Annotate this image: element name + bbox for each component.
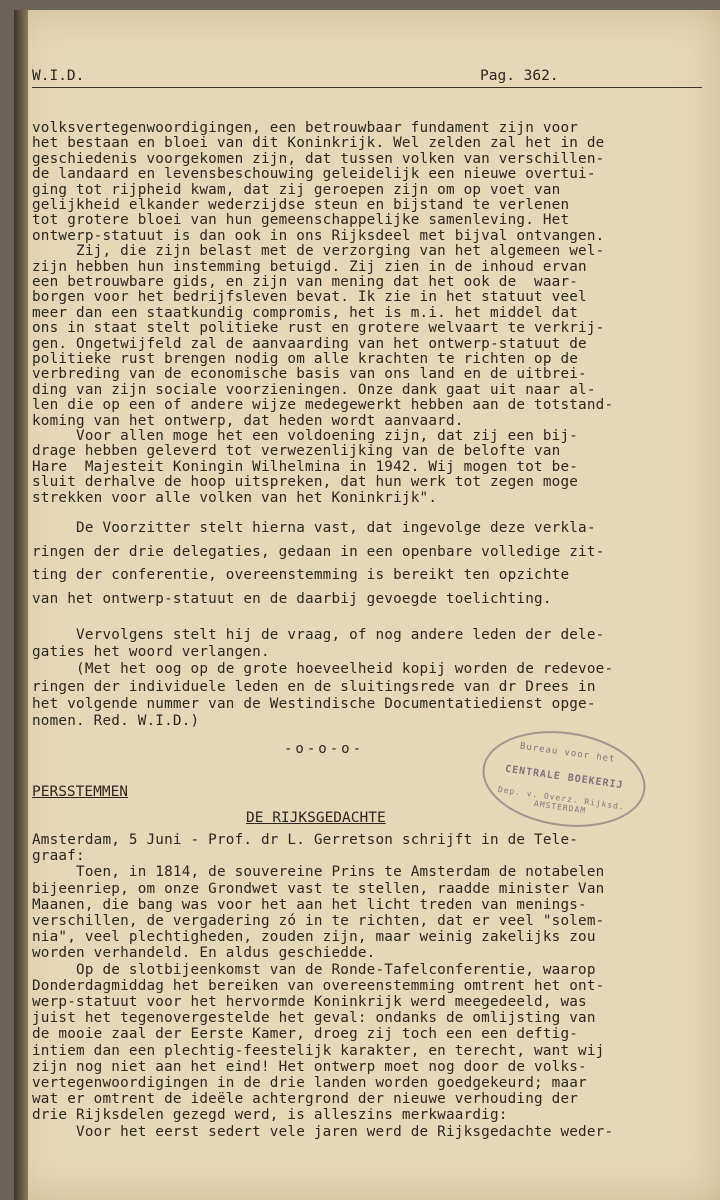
- text-line: ting der conferentie, overeenstemming is bereikt ten opzichte: [32, 567, 570, 583]
- text-line: werp-statuut voor het hervormde Koninkrijk werd meegedeeld, was: [32, 994, 587, 1010]
- publication-code: W.I.D.: [32, 68, 85, 84]
- text-line: Op de slotbijeenkomst van de Ronde-Tafelconferentie, waarop: [32, 961, 596, 978]
- text-line: gen. Ongetwijfeld zal de aanvaarding van het ontwerp-statuut de: [32, 335, 587, 352]
- text-line: tot grotere bloei van hun gemeenschappelijke samenleving. Het: [32, 212, 570, 229]
- text-line: intiem dan een plechtig-feestelijk karakter, en terecht, want wij: [32, 1042, 605, 1059]
- page-edge-shadow: [14, 10, 28, 1200]
- text-line: de mooie zaal der Eerste Kamer, droeg zij toch een een deftig-: [32, 1026, 579, 1043]
- text-line: bijeenriep, om onze Grondwet vast te stellen, raadde minister Van: [32, 880, 605, 897]
- text-line: verschillen, de vergadering zó in te richten, dat er veel "solem-: [32, 913, 605, 929]
- page-number: Pag. 362.: [480, 68, 559, 84]
- stamp-line-1: Bureau voor het: [519, 741, 616, 765]
- text-line: Vervolgens stelt hij de vraag, of nog andere leden der dele-: [32, 627, 605, 643]
- text-line: nomen. Red. W.I.D.): [32, 713, 200, 729]
- document-page: [14, 10, 720, 1200]
- text-line: vertegenwoordigingen in de drie landen worden goedgekeurd; maar: [32, 1075, 587, 1091]
- text-line: drage hebben geleverd tot verwezenlijking van de belofte van: [32, 443, 561, 460]
- text-line: Donderdagmiddag het bereiken van overeenstemming omtrent het ont-: [32, 977, 605, 994]
- text-line: de landaard en levensbeschouwing geleidelijk een nieuwe overtui-: [32, 166, 596, 183]
- text-line: Maanen, die bang was voor het aan het licht treden van menings-: [32, 896, 587, 913]
- text-line: strekken voor alle volken van het Koninkrijk".: [32, 489, 438, 506]
- header-rule: [32, 87, 702, 88]
- text-line: ons in staat stelt politieke rust en grotere welvaart te verkrij-: [32, 320, 605, 337]
- stamp-line-2: CENTRALE BOEKERIJ: [504, 763, 625, 792]
- text-line: volksvertegenwoordigingen, een betrouwbaar fundament zijn voor: [32, 120, 579, 136]
- text-line: ding van zijn sociale voorzieningen. Onze dank gaat uit naar al-: [32, 381, 596, 398]
- text-line: verbreding van de economische basis van ons land en de uitbrei-: [32, 366, 587, 383]
- text-line: van het ontwerp-statuut en de daarbij gevoegde toelichting.: [32, 590, 552, 607]
- text-line: juist het tegenovergestelde het geval: ondanks de omlijsting van: [32, 1010, 596, 1027]
- text-line: koming van het ontwerp, dat heden wordt aanvaard.: [32, 412, 464, 429]
- page-header: [32, 68, 702, 92]
- text-line: ging tot rijpheid kwam, dat zij geroepen zijn om op voet van: [32, 181, 561, 198]
- text-line: De Voorzitter stelt hierna vast, dat ingevolge deze verkla-: [32, 520, 596, 536]
- article-title: DE RIJKSGEDACHTE: [246, 810, 386, 826]
- text-line: politieke rust brengen nodig om alle krachten te richten op de: [32, 351, 579, 367]
- text-line: het bestaan en bloei van dit Koninkrijk. Wel zelden zal het in de: [32, 135, 605, 152]
- section-title: PERSSTEMMEN: [32, 784, 129, 800]
- text-line: Toen, in 1814, de souvereine Prins te Amsterdam de notabelen: [32, 864, 605, 881]
- text-line: Zij, die zijn belast met de verzorging van het algemeen wel-: [32, 243, 605, 260]
- text-line: geschiedenis voorgekomen zijn, dat tussen volken van verschillen-: [32, 150, 605, 167]
- text-line: het volgende nummer van de Westindische Documentatiedienst opge-: [32, 695, 596, 712]
- text-line: drie Rijksdelen gezegd werd, is alleszins merkwaardig:: [32, 1107, 508, 1124]
- text-line: len die op een of andere wijze medegewerkt hebben aan de totstand-: [32, 397, 614, 414]
- text-line: gelijkheid elkander wederzijdse steun en bijstand te verlenen: [32, 197, 570, 213]
- text-line: (Met het oog op de grote hoeveelheid kopij worden de redevoe-: [32, 661, 614, 678]
- library-stamp: [476, 721, 651, 837]
- separator: -o-o-o-: [284, 741, 365, 757]
- text-line: een betrouwbare gids, en zijn van mening dat het ook de waar-: [32, 274, 579, 290]
- text-line: ontwerp-statuut is dan ook in ons Rijksdeel met bijval ontvangen.: [32, 227, 605, 244]
- text-line: ringen der individuele leden en de sluitingsrede van dr Drees in: [32, 678, 596, 695]
- text-line: wat er omtrent de ideële achtergrond der nieuwe verhouding der: [32, 1091, 579, 1108]
- text-line: Amsterdam, 5 Juni - Prof. dr L. Gerretson schrijft in de Tele-: [32, 832, 579, 848]
- text-line: nia", veel plechtigheden, zouden zijn, maar weinig zakelijks zou: [32, 929, 596, 946]
- stamp-line-3: Dep. v. Overz. Rijksd. AMSTERDAM: [497, 784, 626, 816]
- text-line: Hare Majesteit Koningin Wilhelmina in 1942. Wij mogen tot be-: [32, 458, 579, 475]
- text-line: ringen der drie delegaties, gedaan in een openbare volledige zit-: [32, 543, 605, 560]
- text-line: zijn nog niet aan het eind! Het ontwerp moet nog door de volks-: [32, 1058, 587, 1075]
- text-line: graaf:: [32, 848, 85, 865]
- text-line: borgen voor het bedrijfsleven bevat. Ik zie in het statuut veel: [32, 289, 587, 306]
- text-line: gaties het woord verlangen.: [32, 644, 270, 661]
- text-line: Voor allen moge het een voldoening zijn, dat zij een bij-: [32, 428, 579, 444]
- text-line: zijn hebben hun instemming betuigd. Zij zien in de inhoud ervan: [32, 258, 587, 275]
- text-line: meer dan een staatkundig compromis, het is m.i. het middel dat: [32, 304, 579, 321]
- text-line: Voor het eerst sedert vele jaren werd de Rijksgedachte weder-: [32, 1123, 614, 1140]
- text-line: worden verhandeld. En aldus geschiedde.: [32, 945, 376, 962]
- text-line: sluit derhalve de hoop uitspreken, dat hun werk tot zegen moge: [32, 474, 579, 491]
